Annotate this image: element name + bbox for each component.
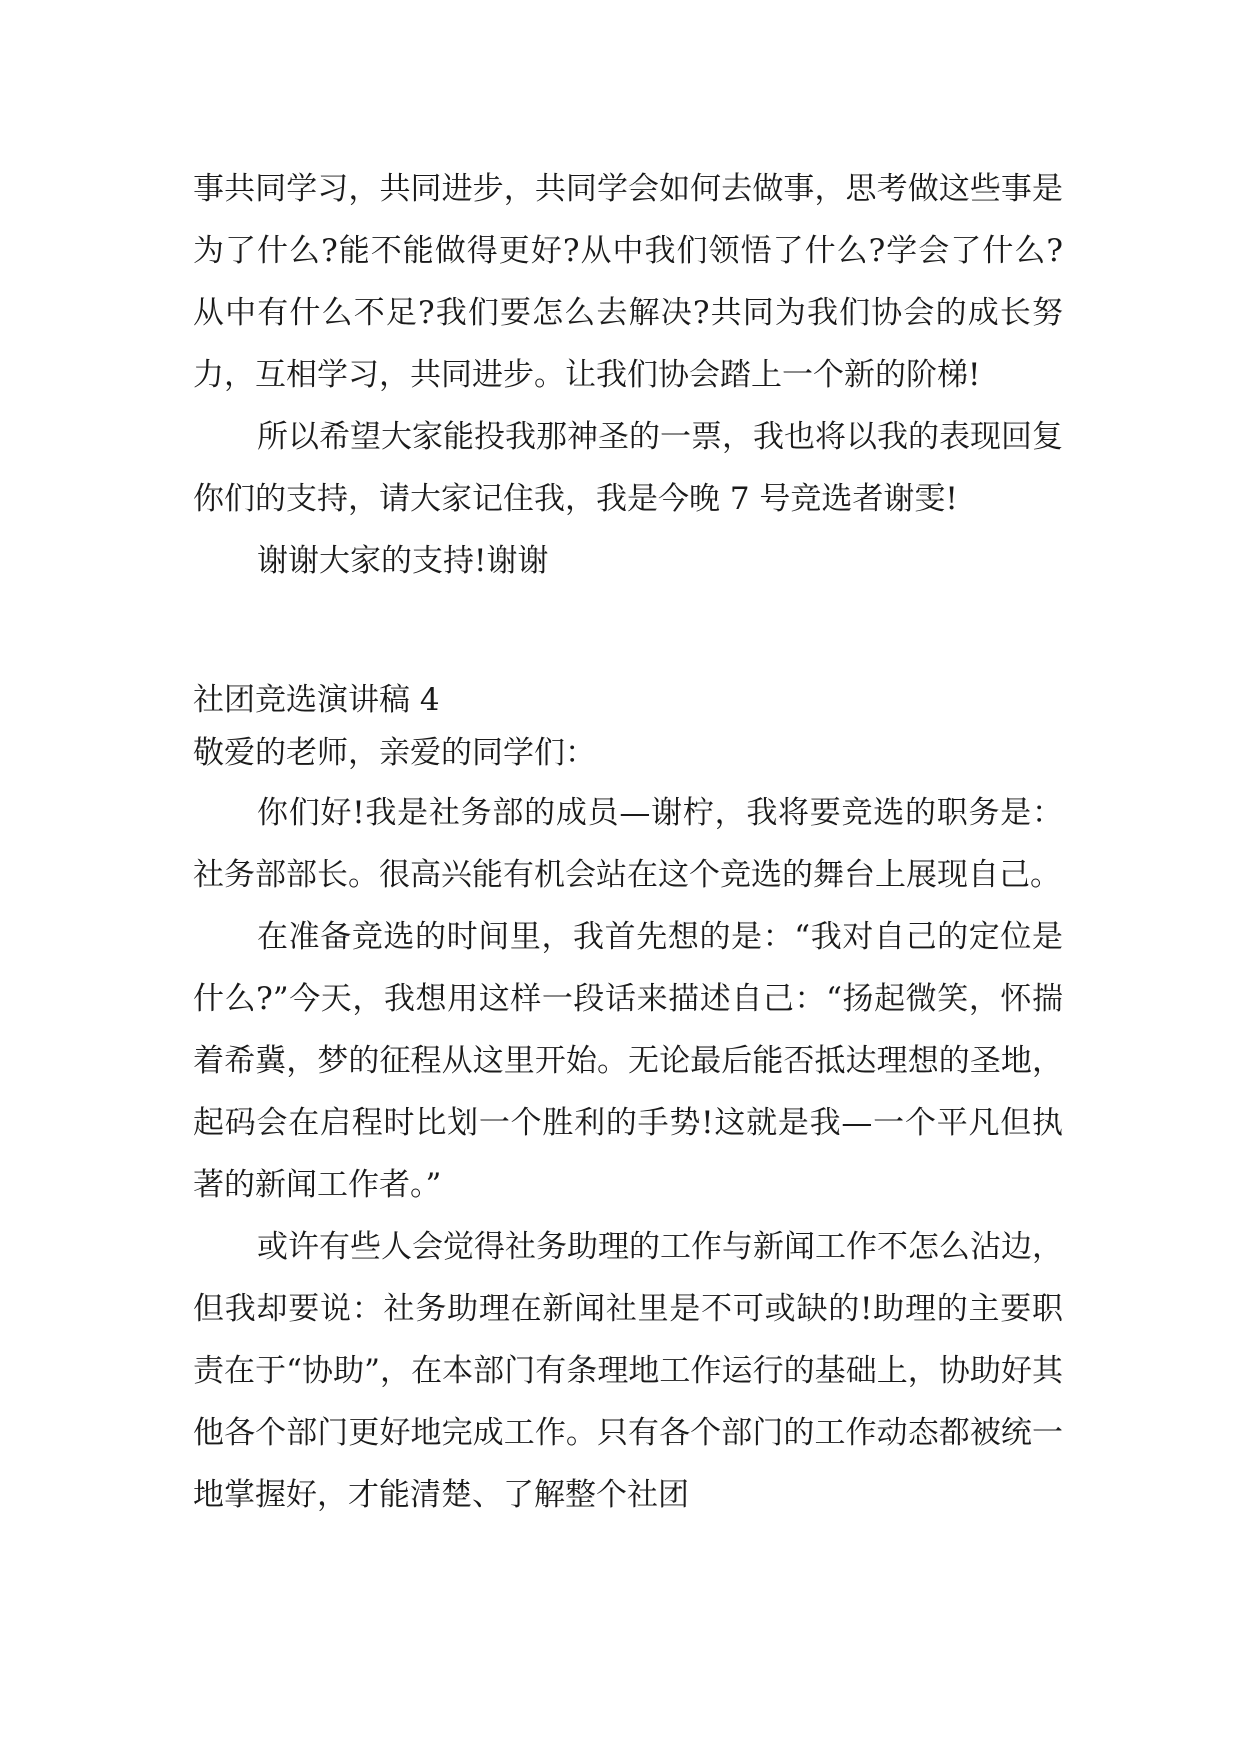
paragraph-thanks: 谢谢大家的支持!谢谢 <box>257 543 549 579</box>
paragraph-self-positioning: 在准备竞选的时间里，我首先想的是：“我对自己的定位是什么?”今天，我想用这样一段话来描述自己：“扬起微笑，怀揣着希冀，梦的征程从这里开始。无论最后能否抵达理想的圣地，起码会在启程时比划一个胜利的手势!这就是我—一个平凡但执著的新闻工作者。” <box>193 919 1063 1203</box>
paragraph-role-importance: 或许有些人会觉得社务助理的工作与新闻工作不怎么沾边，但我却要说：社务助理在新闻社里是不可或缺的!助理的主要职责在于“协助”，在本部门有条理地工作运行的基础上，协助好其他各个部门更好地完成工作。只有各个部门的工作动态都被统一地掌握好，才能清楚、了解整个社团 <box>193 1229 1063 1513</box>
paragraph-continuation: 事共同学习，共同进步，共同学会如何去做事，思考做这些事是为了什么?能不能做得更好?从中我们领悟了什么?学会了什么?从中有什么不足?我们要怎么去解决?共同为我们协会的成长努力，互相学习，共同进步。让我们协会踏上一个新的阶梯! <box>193 171 1063 393</box>
salutation: 敬爱的老师，亲爱的同学们： <box>193 735 596 771</box>
paragraph-vote-appeal: 所以希望大家能投我那神圣的一票，我也将以我的表现回复你们的支持，请大家记住我，我是今晚 7 号竞选者谢雯! <box>193 419 1063 517</box>
section-spacer <box>193 592 1063 676</box>
paragraph-introduction: 你们好!我是社务部的成员—谢柠，我将要竞选的职务是：社务部部长。很高兴能有机会站在这个竞选的舞台上展现自己。 <box>193 795 1063 893</box>
document-body <box>193 158 1063 1526</box>
section-title: 社团竞选演讲稿 4 <box>193 682 440 718</box>
